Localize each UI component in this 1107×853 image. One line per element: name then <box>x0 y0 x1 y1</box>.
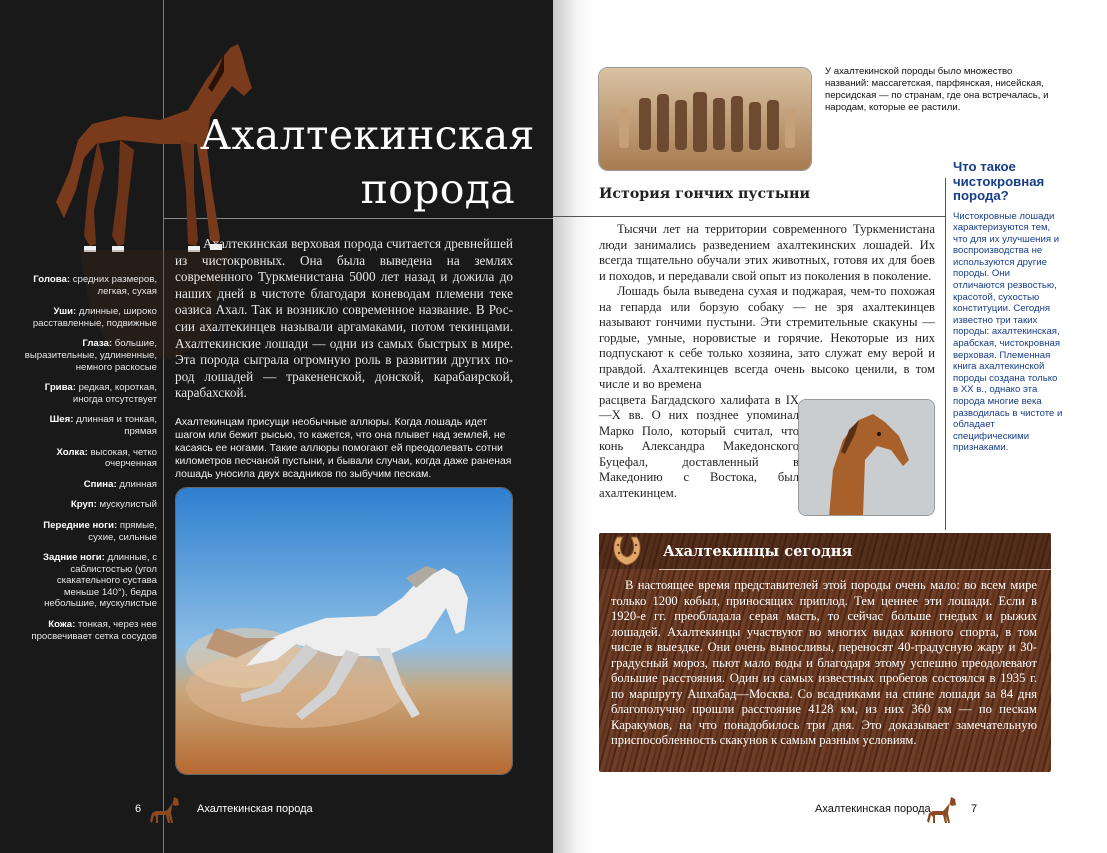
sidebar-title: Что такое чистокровная порода? <box>953 159 1045 203</box>
horseshoe-icon <box>609 533 645 569</box>
horse-icon <box>146 795 182 825</box>
galloping-horse-photo <box>175 487 513 775</box>
page-number: 7 <box>971 803 978 815</box>
sidebar-divider <box>945 178 946 530</box>
sidebar-text: Чистокровные лошади характеризуются тем, что для их улучшения и воспроизводства не используются другие породы. Они отличаются резвостью, красотой, сухостью конституции. Сегодня известно три таких породы: ахалтекинская, арабская, чистокровная верховая. Племенная книга ахалтекинской породы создана только в XX в., однако эта порода многие века разводилась в чистоте и обладает специфическими признаками. <box>953 210 1063 454</box>
history-divider <box>553 216 946 217</box>
horse-icon <box>923 795 959 825</box>
history-title: История гончих пустыни <box>599 186 811 202</box>
feature-item: Передние ноги: прямые, сухие, сильные <box>43 519 157 543</box>
feature-item: Задние ноги: длинные, с саблистостью (угол скакательного сустава меньше 140°), бедра небольшие, мускулистые <box>42 552 157 610</box>
feature-item: Спина: длинная <box>83 478 157 490</box>
history-paragraph: Лошадь была выведена сухая и поджарая, чем-то похожая на гепарда или борзую собаку — не зря ахалтекинцев называют гончими пустыни. Эти стремительные скакуны — гордые, умные, норовистые и горячие. Некоторые из них подпускают к себе только хозяина, зато служат ему верой и правдой. Ахалтекинцев всегда очень высоко ценили, в том числе и во времена <box>599 284 935 391</box>
bay-horse-portrait-photo <box>798 399 935 516</box>
feature-item: Круп: мускулистый <box>70 499 157 511</box>
footer-title: Ахалтекинская порода <box>197 803 313 815</box>
thoroughbred-sidebar <box>953 160 1063 454</box>
today-text: В настоящее время представителей этой породы очень мало: во всем мире только 1200 кобыл, приносящих приплод. Тем ценнее эти лошади. Если в 1920-е гг. преобладала серая масть, то сейчас больше гнедых и рыжих лошадей. Ахалтекинцы участвуют во многих видах конного спорта, в том числе в выездке. Они очень выносливы, переносят 40-градусную жару и 30-градусный мороз, пьют мало воды и благодаря этому успешно преодолевают большие расстояния. Один из самых известных пробегов состоялся в 1935 г. по маршруту Ашхабад—Москва. Со всадниками на спине лошади за 84 дня благополучно прошли расстояние 4128 км, из них 360 км — по пескам Каракумов, на что понадобилось три дня. Это доказывает замечательную приспособленность скакунов к самым разным условиям. <box>611 578 1037 747</box>
feature-item: Голова: средних размеров, легкая, сухая <box>33 274 157 297</box>
right-page <box>553 0 1107 853</box>
today-section <box>599 533 1051 772</box>
horse-herd-photo <box>598 67 812 171</box>
feature-item: Шея: длинная и тонкая, прямая <box>49 414 157 437</box>
page-number: 6 <box>135 803 142 815</box>
feature-item: Кожа: тонкая, через нее просвечивает сетка сосудов <box>31 619 157 642</box>
today-divider <box>659 569 1051 570</box>
gaits-paragraph: Ахалтекинцам присущи необычные аллюры. Когда лошадь идет шагом или бежит рысью, то кажется, что она плывет над землей, не касаясь ее ногами. Такие аллюры помогают ей преодолевать сотни километров песчаной пустыни, и бывали случаи, когда даже раненая лошадь уносила двух всадников по зыбучим пескам. <box>175 417 512 480</box>
feature-item: Уши: длинные, широко расставленные, подвижные <box>32 306 157 329</box>
today-title: Ахалтекинцы сегодня <box>663 543 853 560</box>
feature-item: Грива: редкая, короткая, иногда отсутствует <box>44 382 157 405</box>
left-footer <box>0 795 553 825</box>
footer-title: Ахалтекинская порода <box>815 803 931 815</box>
history-paragraph: расцвета Багдадского халифата в IX—X вв. О них позднее упоминал Марко Поло, который считал, что конь Александра Македонского Буцефал, доставленный в Македонию с Востока, был ахалтекинцем. <box>599 392 799 500</box>
feature-item: Холка: высокая, четко очерченная <box>56 446 157 470</box>
book-gutter-shadow <box>553 0 593 853</box>
herd-caption: У ахалтекинской породы было множество названий: массагетская, парфянская, нисейская, персидская — по странам, где она встречалась, и народам, которые ее растили. <box>825 66 1049 113</box>
history-paragraph: Тысячи лет на территории современного Туркменистана люди занимались разведением ахалтекинских лошадей. Их всегда тщательно обучали этих животных, готовя их для боев и походов, и передавали свой опыт из поколения в поколение. <box>599 222 935 283</box>
feature-item: Глаза: большие, выразительные, удлиненные, немного раскосые <box>24 338 157 373</box>
intro-paragraph: Ахалтекинская верховая порода считается древнейшей из чистокровных. Она была выведена на землях современного Туркменистана 5000 лет назад и дожила до наших дней в чистоте благодаря коневодам племени теке оазиса Ахал. Так и возникло современное название. В России ахалтекинцев называли аргамаками, потом текинцами. Ахалтекинские лошади — одни из самых быстрых в мире. Эта порода сыграла огромную роль в развитии других пород лошадей — тракененской, донской, карабаирской, карабахской. <box>175 236 513 401</box>
left-page <box>0 0 553 853</box>
page-title: Ахалтекинская порода <box>200 111 535 213</box>
breed-features-list <box>20 274 157 651</box>
right-footer <box>553 795 1107 825</box>
